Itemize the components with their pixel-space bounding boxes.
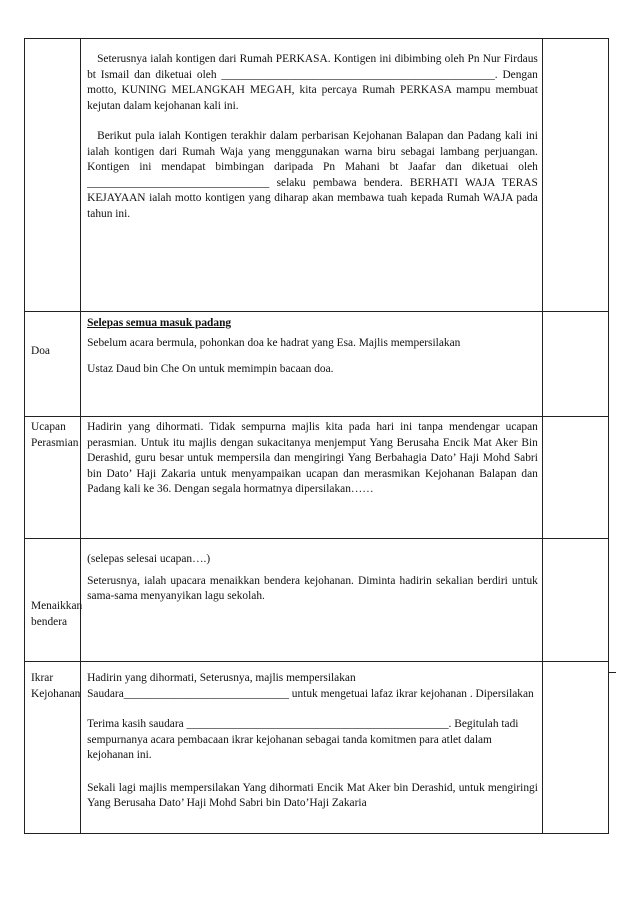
notes-cell	[542, 417, 608, 539]
row-label-cell	[25, 312, 81, 417]
row-label	[25, 39, 80, 42]
paragraph: Hadirin yang dihormati. Tidak sempurna majlis kita pada hari ini tanpa mendengar ucapan perasmian. Untuk itu majlis dengan sukacitanya menjemput Yang Berusaha Encik Mat Aker Bin Derashid, guru besar untuk mempersila dan mengiringi Yang Berbahagia Dato’ Haji Mohd Sabri bin Dato’ Haji Zakaria untuk menyampaikan ucapan dan merasmikan Kejohanan Balapan dan Padang kali ke 36. Dengan segala hormatnya dipersilakan……	[87, 421, 538, 495]
row-label-cell	[25, 39, 81, 312]
notes-cell	[542, 662, 608, 834]
section-heading: Selepas semua masuk padang	[87, 317, 232, 329]
row-content-cell	[81, 312, 543, 417]
row-content-cell	[81, 39, 543, 312]
row-label-cell	[25, 662, 81, 834]
paragraph: Hadirin yang dihormati, Seterusnya, majlis mempersilakan Saudara_____________________________ untuk mengetuai lafaz ikrar kejohanan . Dipersilakan	[87, 672, 534, 700]
table-row	[25, 312, 609, 417]
notes-cell	[542, 312, 608, 417]
row-content-cell	[81, 417, 543, 539]
paragraph: Sebelum acara bermula, pohonkan doa ke hadrat yang Esa. Majlis mempersilakan	[87, 336, 461, 349]
paragraph: Ustaz Daud bin Che On untuk memimpin bacaan doa.	[87, 363, 334, 375]
program-table	[24, 38, 609, 834]
paragraph: Berikut pula ialah Kontigen terakhir dalam perbarisan Kejohanan Balapan dan Padang kali ini ialah kontigen dari Rumah Waja yang menggunakan warna biru sebagai lambang perjuangan. Kontigen ini mendapat bimbingan daripada Pn Mahani bt Jaafar dan diketuai oleh ________________________________ selaku pembawa bendera. BERHATI WAJA TERAS KEJAYAAN ialah motto kontigen yang diharap akan membawa tuah kepada Rumah WAJA pada tahun ini.	[87, 130, 538, 220]
paragraph: Seterusnya ialah kontigen dari Rumah PERKASA. Kontigen ini dibimbing oleh Pn Nur Firdaus bt Ismail dan diketuai oleh ________________________________________________. Dengan motto, KUNING MELANGKAH MEGAH, kita percaya Rumah PERKASA mampu membuat kejutan dalam kejohanan kali ini.	[87, 53, 538, 112]
paragraph: Terima kasih saudara ______________________________________________. Begitulah tadi sempurnanya acara pembacaan ikrar kejohanan sebagai tanda komitmen para atlet dalam kejohanan ini.	[87, 718, 519, 761]
row-label: Doa	[31, 345, 50, 357]
row-label: Menaikkan bendera	[31, 600, 83, 628]
row-content-cell	[81, 662, 543, 834]
paragraph: (selepas selesai ucapan….)	[87, 553, 211, 565]
table-row	[25, 417, 609, 539]
row-label-cell	[25, 539, 81, 662]
divider	[609, 672, 616, 673]
paragraph: Sekali lagi majlis mempersilakan Yang dihormati Encik Mat Aker bin Derashid, untuk mengiringi Yang Berusaha Dato’ Haji Mohd Sabri bin Dato’Haji Zakaria	[87, 781, 538, 809]
table-row	[25, 662, 609, 834]
row-label: Ikrar Kejohanan	[31, 672, 81, 700]
table-row	[25, 39, 609, 312]
notes-cell	[542, 539, 608, 662]
notes-cell	[542, 39, 608, 312]
row-content-cell	[81, 539, 543, 662]
row-label-cell	[25, 417, 81, 539]
table-row	[25, 539, 609, 662]
row-label: Ucapan Perasmian	[31, 421, 79, 449]
paragraph: Seterusnya, ialah upacara menaikkan bendera kejohanan. Diminta hadirin sekalian berdiri untuk sama-sama menyanyikan lagu sekolah.	[87, 574, 538, 602]
